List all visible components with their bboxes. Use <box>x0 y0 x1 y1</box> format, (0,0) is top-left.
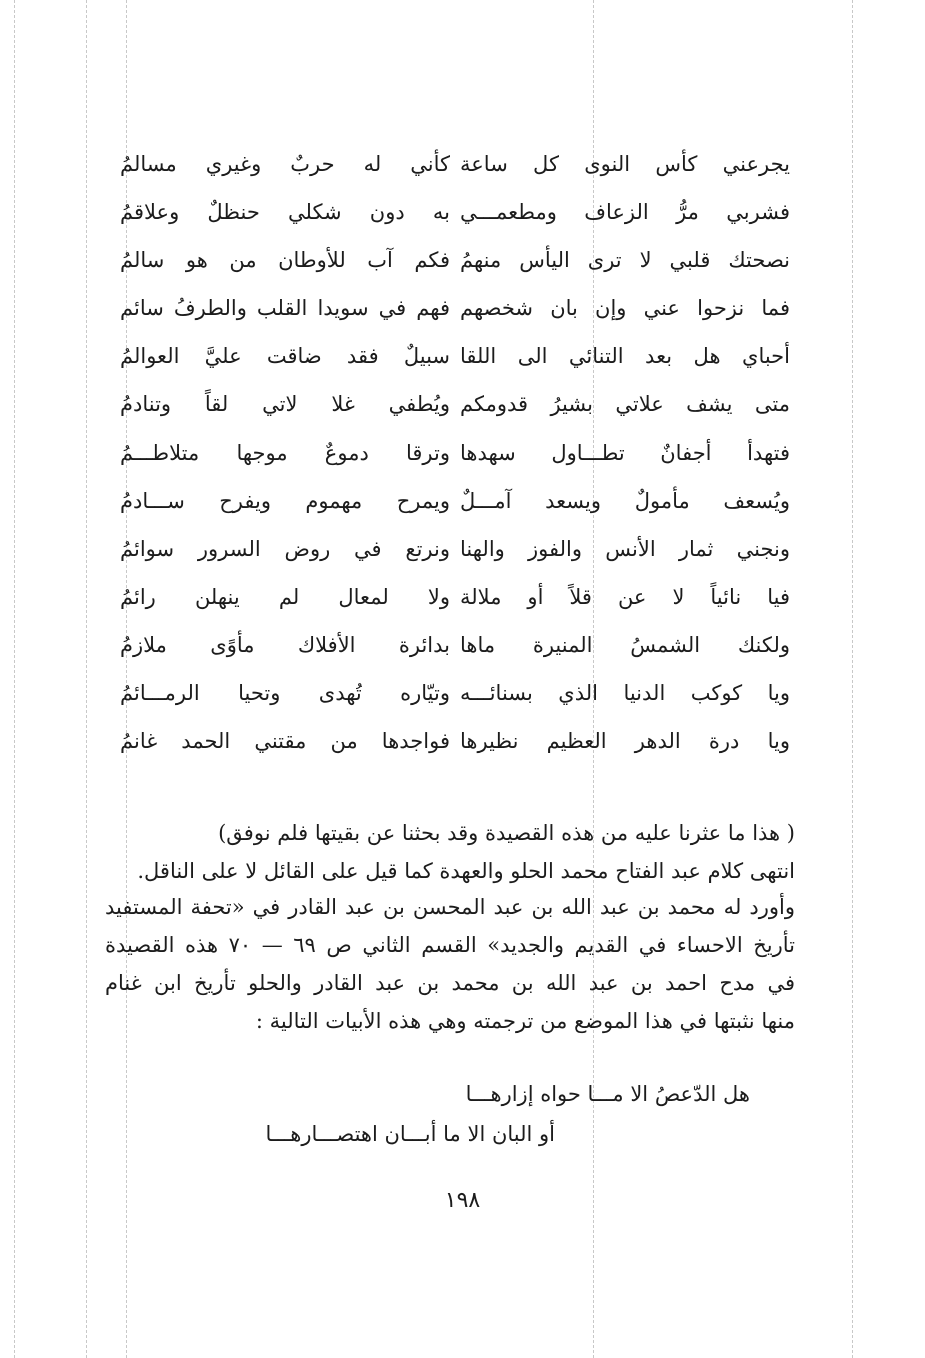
page-number: ١٩٨ <box>444 1188 481 1213</box>
verse-first-hemistich: ولكنك الشمسُ المنيرة ماها <box>460 632 790 657</box>
poem-left-column <box>120 140 450 765</box>
source-paragraph <box>105 888 795 1040</box>
verse-first-hemistich: ويا درة الدهر العظيم نظيرها <box>460 729 790 754</box>
verse-first-hemistich: فيا نائياً لا عن قلاً أو ملالة <box>460 584 790 609</box>
verse-second-hemistich: وترقا دموعٌ موجها متلاطـــمُ <box>120 440 450 465</box>
verse-second-hemistich: ونرتع في روض السرور سوائمُ <box>120 536 450 561</box>
verse-second-hemistich: فواجدها من مقتني الحمد غانمُ <box>120 729 450 754</box>
verse-second-hemistich: بدائرة الأفلاك مأوًى ملازمُ <box>120 632 450 657</box>
verse-second-hemistich: كأني له حربٌ وغيري مسالمُ <box>120 152 450 176</box>
poem <box>120 140 790 780</box>
paragraph-line: في مدح احمد بن عبد الله بن محمد بن عبد القادر والحلو تأريخ ابن غنام <box>105 971 795 995</box>
paragraph-line: منها نثبتها في هذا الموضع من ترجمته وهي هذه الأبيات التالية : <box>255 1009 795 1033</box>
verse-first-hemistich: متى يشف علاتي بشيرُ قدومكم <box>460 392 790 417</box>
verse-second-hemistich: ولا لمعال لم ينهلن رائمُ <box>120 584 450 609</box>
verse-first-hemistich: فما نزحوا عني وإن بان شخصهم <box>460 296 790 321</box>
verse-first-hemistich: ويا كوكب الدنيا الذي بسنائـــه <box>460 681 790 706</box>
verse-first-hemistich: نصحتك قلبي لا ترى اليأس منهمُ <box>460 248 790 273</box>
note-line: ( هذا ما عثرنا عليه من هذه القصيدة وقد بحثنا عن بقيتها فلم نوفق) <box>218 821 795 845</box>
note-line: انتهى كلام عبد الفتاح محمد الحلو والعهدة كما قيل على القائل لا على الناقل. <box>137 859 795 883</box>
verse-first-hemistich: ونجني ثمار الأنس والفوز والهنا <box>460 536 790 561</box>
verse-second-hemistich: وتيّاره تُهدى وتحيا الرمـــائمُ <box>120 681 450 706</box>
paragraph-line: تأريخ الاحساء في القديم والجديد» القسم الثاني ص ٦٩ — ٧٠ هذه القصيدة <box>105 933 795 957</box>
editor-note <box>105 814 795 890</box>
verse-second-hemistich: فهم في سويدا القلب والطرفُ سائم <box>120 296 450 321</box>
verse-first-hemistich: أحباي هل بعد التنائي الى اللقا <box>460 344 790 369</box>
verse-first-hemistich: فشربي مرُّ الزعاف ومطعمـــي <box>460 200 790 225</box>
paragraph-line: وأورد له محمد بن عبد الله بن عبد المحسن بن عبد القادر في «تحفة المستفيد <box>105 895 795 919</box>
verse-second-hemistich: ويُطفي غلا لاتي لقاً وتنادمُ <box>120 392 450 417</box>
verse-first-hemistich: ويُسعف مأمولٌ ويسعد آمـــلٌ <box>460 488 790 513</box>
verse-second-hemistich: ويمرح مهموم ويفرح ســـادمُ <box>120 488 450 513</box>
verse-second-hemistich: فكم آب للأوطان من هو سالمُ <box>120 248 450 273</box>
verse-first-hemistich: فتهدأ أجفانٌ تطـــاول سهدها <box>460 440 790 465</box>
verse-second-hemistich: به دون شكلي حنظلٌ وعلاقمُ <box>120 200 450 225</box>
verse-second-hemistich: سبيلٌ فقد ضاقت عليَّ العوالمُ <box>120 344 450 369</box>
couplet-first-hemistich: هل الدّعصُ الا مـــا حواه إزارهـــا <box>465 1082 750 1106</box>
poem-right-column <box>460 140 790 765</box>
verse-first-hemistich: يجرعني كأس النوى كل ساعة <box>460 152 790 176</box>
couplet-second-hemistich: أو البان الا ما أبـــان اهتصـــارهـــا <box>265 1122 555 1146</box>
